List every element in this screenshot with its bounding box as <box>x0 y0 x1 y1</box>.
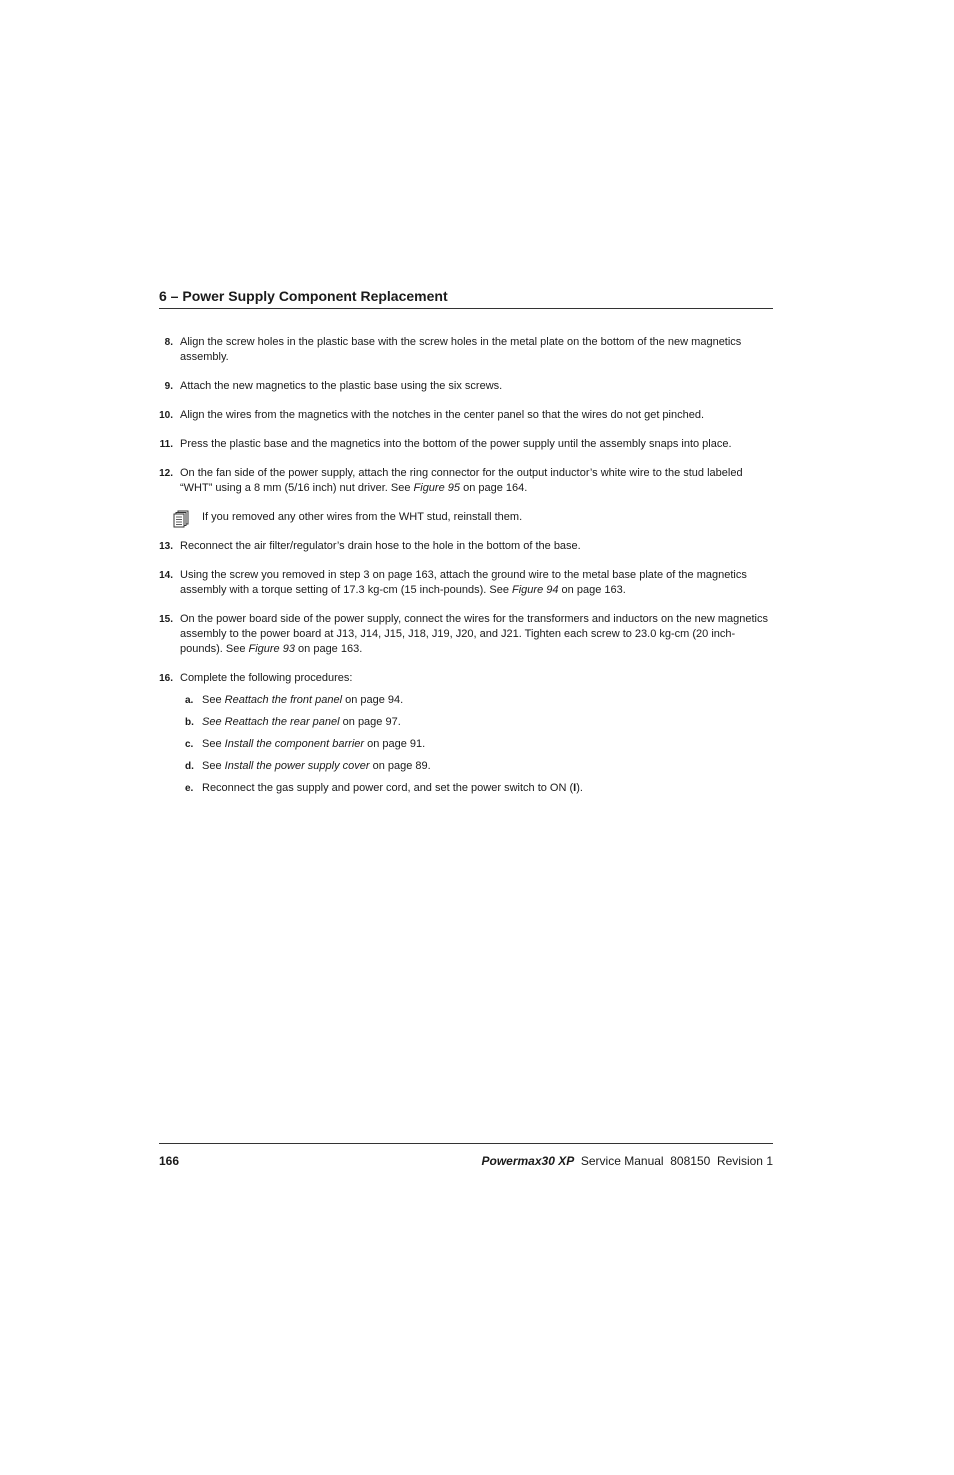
step-number: 13. <box>159 541 173 552</box>
substep-text-end: ). <box>576 782 583 794</box>
manual-info: Service Manual 808150 Revision 1 <box>580 1154 773 1168</box>
step-15 <box>159 612 773 657</box>
step-text: Align the screw holes in the plastic base with the screw holes in the metal plate on the bottom of the new magnetics assembly. <box>180 336 742 363</box>
document-info <box>481 1154 773 1168</box>
substep-page: on page 91. <box>364 738 426 750</box>
procedure-link[interactable]: Install the power supply cover <box>224 760 370 772</box>
note <box>159 510 773 525</box>
step-text: On the power board side of the power supply, connect the wires for the transformers and inductors on the new magnetics assembly to the power board at J13, J14, J15, J18, J19, J20, and J21. Tighten each screw to 23.0 kg-cm (20 inch-pounds). See <box>180 613 769 655</box>
step-text: Align the wires from the magnetics with the notches in the center panel so that the wires do not get pinched. <box>180 409 705 421</box>
step-9 <box>159 379 773 394</box>
substep-c <box>159 737 773 752</box>
step-text: Complete the following procedures: <box>180 672 353 684</box>
substep-b <box>159 715 773 730</box>
header-divider <box>159 308 773 309</box>
step-number: 11. <box>159 439 173 450</box>
step-number: 9. <box>164 381 173 392</box>
procedure-link[interactable]: Install the component barrier <box>224 738 365 750</box>
step-text: Reconnect the air filter/regulator’s drain hose to the hole in the bottom of the base. <box>180 540 581 552</box>
page-number: 166 <box>159 1154 180 1168</box>
step-13 <box>159 539 773 554</box>
substep-page: on page 89. <box>369 760 431 772</box>
substep-e <box>159 781 773 796</box>
page-header <box>159 288 773 309</box>
substep-a <box>159 693 773 708</box>
step-number: 8. <box>164 337 173 348</box>
step-number: 14. <box>159 570 173 581</box>
figure-reference: Figure 95 <box>413 482 461 494</box>
step-text: Press the plastic base and the magnetics into the bottom of the power supply until the assembly snaps into place. <box>180 438 732 450</box>
step-number: 16. <box>159 673 173 684</box>
substep-page: on page 94. <box>342 694 404 706</box>
substep-text: See <box>202 760 225 772</box>
substep-d <box>159 759 773 774</box>
procedure-content <box>159 335 773 796</box>
step-12 <box>159 466 773 496</box>
step-text: On the fan side of the power supply, attach the ring connector for the output inductor’s white wire to the stud labeled “WHT” using a 8 mm (5/16 inch) nut driver. See <box>180 467 743 494</box>
step-11 <box>159 437 773 452</box>
step-text: Attach the new magnetics to the plastic base using the six screws. <box>180 380 503 392</box>
substep-letter: c. <box>185 739 194 750</box>
step-text-end: on page 164. <box>460 482 528 494</box>
substep-text: See <box>202 694 225 706</box>
procedure-link[interactable]: Reattach the front panel <box>224 694 343 706</box>
figure-reference: Figure 94 <box>512 584 559 596</box>
section-title: 6 – Power Supply Component Replacement <box>159 288 448 304</box>
substep-letter: b. <box>185 717 194 728</box>
step-8 <box>159 335 773 365</box>
substep-page: on page 97. <box>339 716 401 728</box>
substep-letter: a. <box>185 695 194 706</box>
note-text: If you removed any other wires from the WHT stud, reinstall them. <box>202 511 523 523</box>
on-symbol: I <box>573 782 577 794</box>
step-number: 12. <box>159 468 173 479</box>
page-footer <box>159 1143 773 1168</box>
step-text-end: on page 163. <box>558 584 626 596</box>
figure-reference: Figure 93 <box>248 643 295 655</box>
substep-text: Reconnect the gas supply and power cord, and set the power switch to ON ( <box>202 782 574 794</box>
step-text-end: on page 163. <box>294 643 363 655</box>
note-icon <box>173 510 189 528</box>
step-14 <box>159 568 773 598</box>
substep-letter: d. <box>185 761 194 772</box>
step-16 <box>159 671 773 686</box>
substep-letter: e. <box>185 783 194 794</box>
substep-text: See <box>202 738 225 750</box>
step-number: 15. <box>159 614 173 625</box>
procedure-link[interactable]: See Reattach the rear panel <box>202 716 340 728</box>
step-number: 10. <box>159 410 173 421</box>
product-name: Powermax30 XP <box>481 1154 575 1168</box>
step-text: Using the screw you removed in step 3 on page 163, attach the ground wire to the metal base plate of the magnetics assembly with a torque setting of 17.3 kg-cm (15 inch-pounds). See <box>180 569 747 596</box>
step-10 <box>159 408 773 423</box>
